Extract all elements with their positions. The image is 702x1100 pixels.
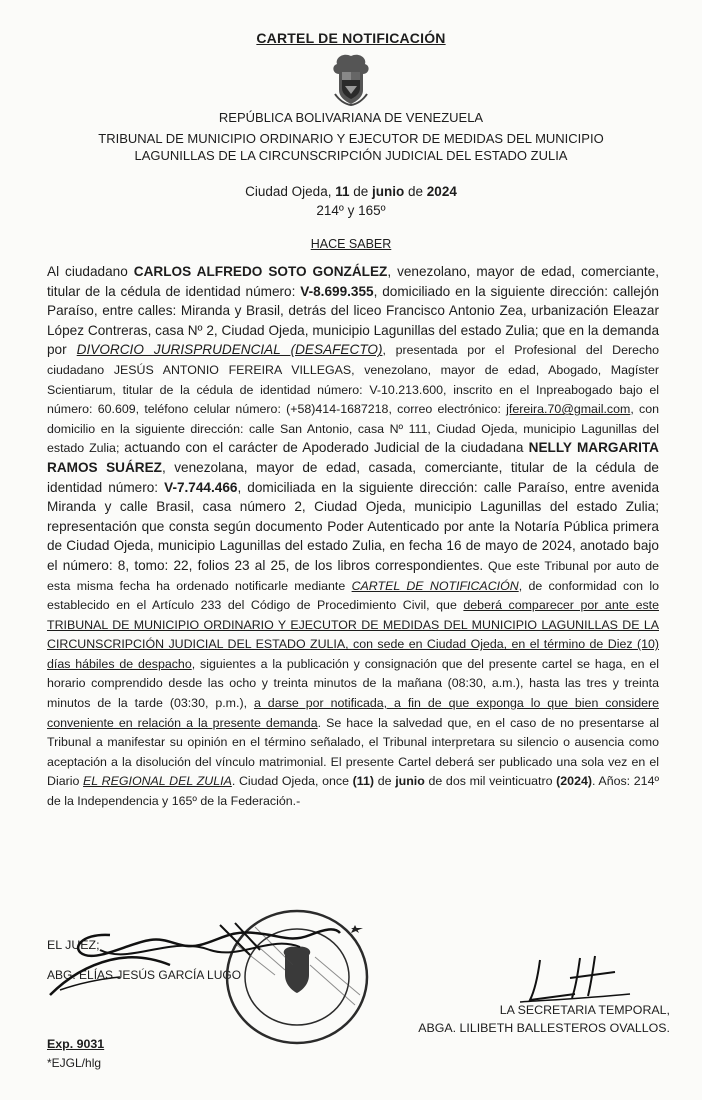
cartel-reference: CARTEL DE NOTIFICACIÓN bbox=[351, 578, 519, 593]
date-day: 11 bbox=[335, 184, 350, 199]
date-year: 2024 bbox=[426, 184, 457, 199]
body-text-closing: . Años: 214º de la Independencia y 165º de la Federación.- bbox=[47, 774, 659, 809]
body-text: , venezolano, mayor de edad, comerciante, titular de la cédula de identidad número: bbox=[47, 264, 660, 299]
body-text: actuando con el carácter de Apoderado Judicial de la ciudadana bbox=[124, 440, 529, 456]
republic-heading: REPÚBLICA BOLIVARIANA DE VENEZUELA bbox=[218, 110, 484, 125]
secretary-signature bbox=[500, 950, 640, 1010]
defendant-name: CARLOS ALFREDO SOTO GONZÁLEZ bbox=[133, 264, 388, 279]
plaintiff-id: V-7.744.466 bbox=[164, 479, 238, 495]
body-text-attorney-address: , con domicilio en la siguiente dirección: calle San Antonio, casa Nº 111, Ciudad Ojeda, municipio Lagunillas del estado Zulia; bbox=[47, 402, 659, 456]
body-text-attorney: , presentada por el Profesional del Derecho ciudadano JESÚS ANTONIO FEREIRA VILLEGAS, venezolano, mayor de edad, Abogado, Magíster Scientiarum, titular de la cédula de identidad número: V-10.213.600, inscrito en el Inpreabogado bajo el número: 60.609, teléfono celular número: (+58)414-1687218, correo electrónico: bbox=[47, 343, 659, 417]
body-text-closing: de dos mil veinticuatro bbox=[424, 774, 557, 789]
tribunal-line-1: TRIBUNAL DE MUNICIPIO ORDINARIO Y EJECUTOR DE MEDIDAS DEL MUNICIPIO bbox=[98, 131, 604, 146]
date-month: junio bbox=[372, 184, 405, 199]
defendant-id: V-8.699.355 bbox=[300, 283, 374, 299]
date-years: 214º y 165º bbox=[316, 203, 386, 218]
author-initials: *EJGL/hlg bbox=[47, 1056, 102, 1070]
secretary-label: LA SECRETARIA TEMPORAL, bbox=[499, 1003, 670, 1017]
closing-month: junio bbox=[395, 774, 425, 789]
date-de-1: de bbox=[349, 184, 373, 199]
document-date bbox=[0, 182, 702, 220]
date-prefix: Ciudad Ojeda, bbox=[245, 184, 336, 199]
body-text-closing: . Ciudad Ojeda, once bbox=[231, 774, 353, 789]
case-number: Exp. 9031 bbox=[47, 1037, 105, 1051]
tribunal-heading bbox=[0, 130, 702, 164]
body-text-schedule: , siguientes a la publicación y consignación que del presente cartel se haga, en el horario comprendido desde las ocho y treinta minutos de la mañana (08:30, a.m.), hasta las tres y treinta minutos de la tarde (03:30, p.m.), bbox=[47, 656, 659, 711]
document-title: CARTEL DE NOTIFICACIÓN bbox=[256, 30, 446, 46]
body-text-closing: de bbox=[374, 774, 396, 789]
body-text-order: Que este Tribunal por auto de esta misma fecha ha ordenado notificarle mediante bbox=[47, 558, 659, 593]
plaintiff-name: NELLY MARGARITA RAMOS SUÁREZ bbox=[47, 440, 659, 475]
date-de-2: de bbox=[404, 184, 427, 199]
appearance-obligation: deberá comparecer por ante este TRIBUNAL DE MUNICIPIO ORDINARIO Y EJECUTOR DE MEDIDAS DEL MUNICIPIO LAGUNILLAS DE LA CIRCUNSCRIPCIÓN JUDICIAL DEL ESTADO ZULIA, con sede en Ciudad Ojeda, en el término de Diez (10) días hábiles de despacho bbox=[47, 598, 660, 671]
judge-label: EL JUEZ; bbox=[47, 938, 100, 952]
secretary-name: ABGA. LILIBETH BALLESTEROS OVALLOS. bbox=[418, 1021, 670, 1035]
tribunal-line-2: LAGUNILLAS DE LA CIRCUNSCRIPCIÓN JUDICIAL DEL ESTADO ZULIA bbox=[134, 148, 568, 163]
newspaper-name: EL REGIONAL DEL ZULIA bbox=[83, 774, 232, 789]
attorney-email: jfereira.70@gmail.com bbox=[506, 402, 631, 417]
judge-signature bbox=[40, 905, 380, 1000]
closing-day: (11) bbox=[352, 774, 375, 789]
body-text: , domiciliada en la siguiente dirección: calle Paraíso, entre avenida Miranda y calle Brasil, casa número 2, Ciudad Ojeda, municipio Lagunillas del estado Zulia; representación que consta según documento Poder Autenticado por ante la Notaría Pública primera de Ciudad Ojeda, municipio Lagunillas del estado Zulia, en fecha 16 de mayo de 2024, anotado bajo el número: 8, tomo: 22, folios 23 al 25, de los libros correspondientes. bbox=[47, 479, 660, 573]
judge-name: ABG. ELÍAS JESÚS GARCÍA LUGO bbox=[47, 968, 242, 982]
body-text: , venezolana, mayor de edad, casada, comerciante, titular de la cédula de identidad número: bbox=[47, 459, 659, 495]
body-text-warning: . Se hace la salvedad que, en el caso de no presentarse al Tribunal a manifestar su opinión en el término señalado, el Tribunal interpretara su silencio o ausencia como aceptación a la disolución del vínculo matrimonial. El presente Cartel deberá ser publicado una sola vez en el Diario bbox=[47, 715, 659, 789]
body-text: Al ciudadano bbox=[47, 264, 134, 279]
hace-saber-heading: HACE SABER bbox=[310, 237, 392, 251]
notification-body bbox=[47, 262, 659, 811]
notification-purpose: a darse por notificada, a fin de que exponga lo que bien considere conveniente en relación a la presente demanda bbox=[47, 696, 660, 730]
lawsuit-type: DIVORCIO JURISPRUDENCIAL (DESAFECTO) bbox=[76, 342, 383, 358]
closing-year: (2024) bbox=[556, 774, 592, 789]
body-text-article: , de conformidad con lo establecido en el Artículo 233 del Código de Procedimiento Civil, que bbox=[47, 578, 659, 613]
body-text: , domiciliado en la siguiente dirección: callejón Paraíso, entre calles: Miranda y Brasil, detrás del liceo Francisco Antonio Zea, urbanización Eleazar López Contreras, casa Nº 2, Ciudad Ojeda, municipio Lagunillas del estado Zulia; que en la demanda por bbox=[47, 283, 659, 358]
coat-of-arms-icon bbox=[325, 50, 377, 106]
